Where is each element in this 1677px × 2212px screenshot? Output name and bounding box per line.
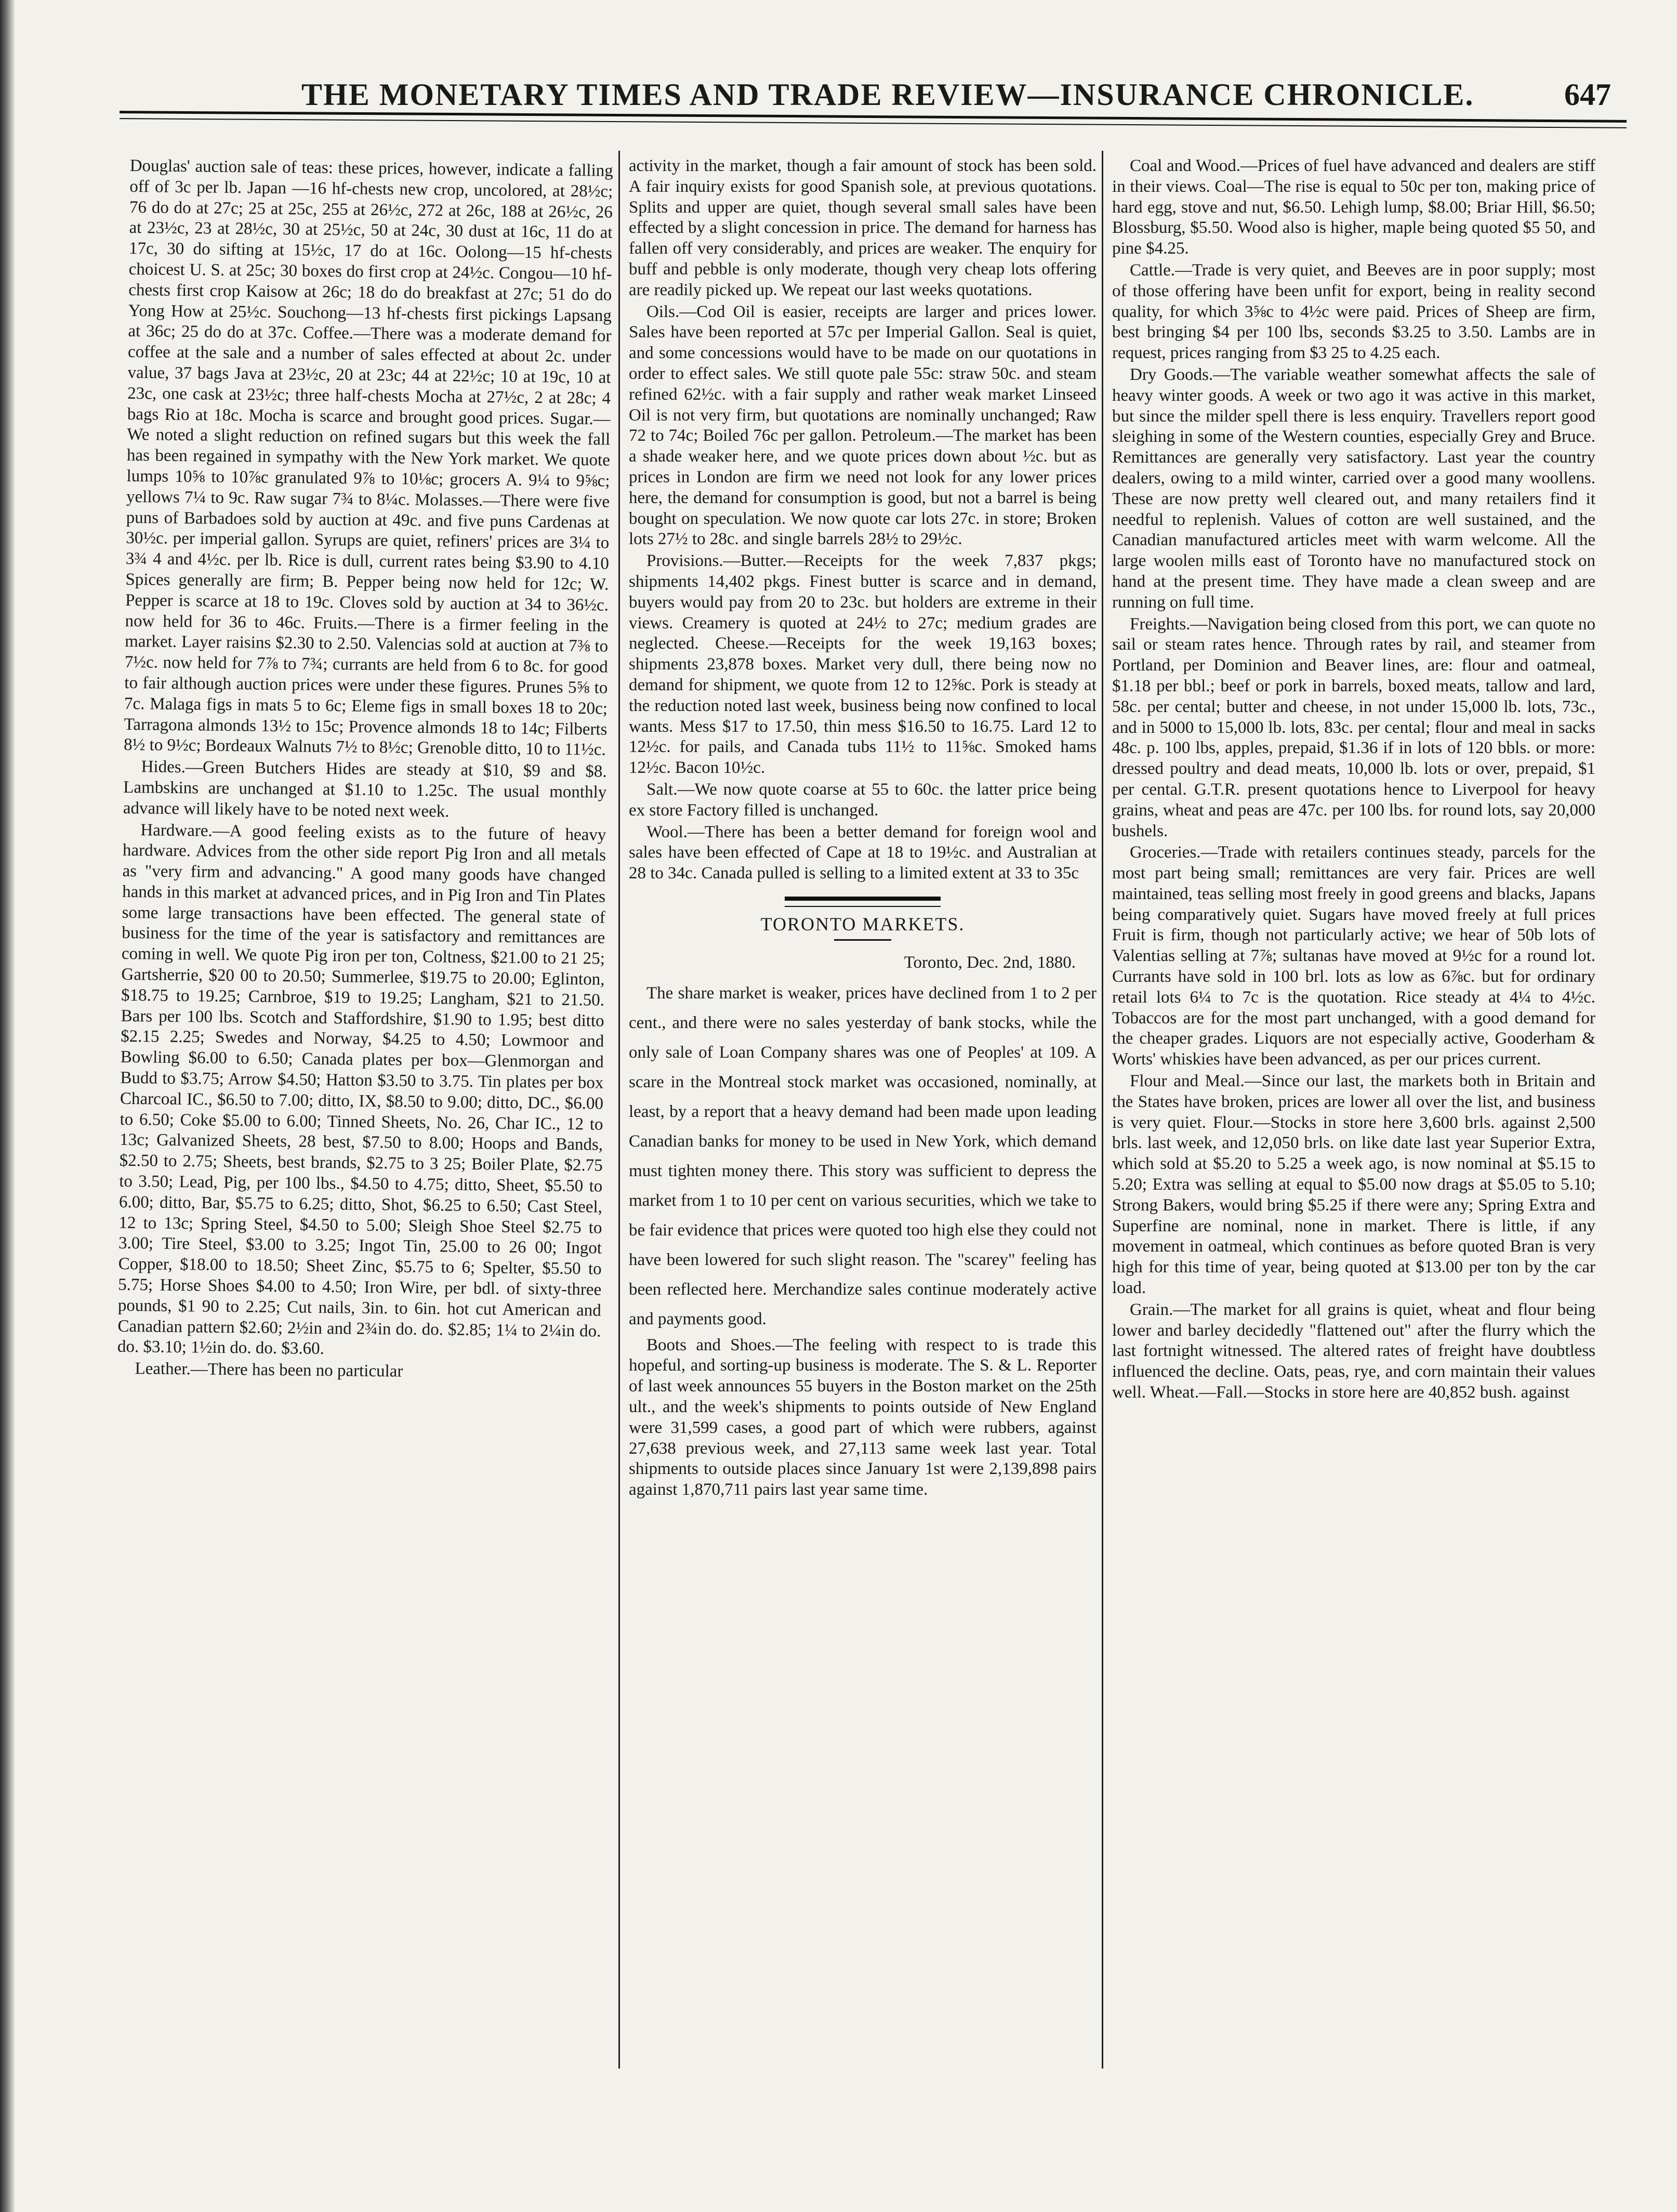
leather-paragraph: Leather.—There has been no particular xyxy=(135,1359,403,1381)
page-title: THE MONETARY TIMES AND TRADE REVIEW—INSURANCE CHRONICLE. xyxy=(301,77,1474,112)
groceries-paragraph: Groceries.—Trade with retailers continues steady, parcels for the most part being small; remittances are very fair. Prices are well maintained, teas selling most freely in good greens and blacks, Japans being comparatively quiet. Sugars have moved freely at full prices Fruit is firm, though not particularly active; we hear of 50b lots of Valentias selling at 7⅞; sultanas have moved at 9½c for a round lot. Currants have sold in 100 brl. lots as low as 6⅞c. but for ordinary retail lots 6¼ to 7c is the quotation. Rice steady at 4¼ to 4½c. Tobaccos are for the most part unchanged, with a good demand for the cheaper grades. Liquors are not especially active, Gooderham & Worts' whiskies have been advanced, as per our prices current. xyxy=(1112,843,1595,1069)
column-divider-2 xyxy=(1102,151,1103,2069)
section-heading: TORONTO MARKETS. xyxy=(760,913,965,934)
salt-paragraph: Salt.—We now quote coarse at 55 to 60c. the latter price being ex store Factory filled is unchanged. xyxy=(629,780,1097,820)
tea-coffee-sugar-paragraph: Douglas' auction sale of teas: these prices, however, indicate a falling off of 3c per lb. Japan —16 hf-chests new crop, uncolored, at 28½c; 76 do do at 27c; 25 at 25c, 255 at 26½c, 272 at 26c, 188 at 26½c, 26 at 23½c, 23 at 28½c, 30 at 25½c, 50 at 24c, 30 dust at 16c, 11 do at 17c, 30 do sifting at 15½c, 17 do at 16c. Oolong—15 hf-chests choicest U. S. at 25c; 30 boxes do first crop at 24½c. Congou—10 hf-chests first crop Kaisow at 26c; 18 do do breakfast at 27c; 51 do do Yong How at 25½c. Souchong—13 hf-chests first pickings Lapsang at 36c; 25 do do at 37c. Coffee.—There was a moderate demand for coffee at the sale and a number of sales effected at about 2c. under value, 37 bags Java at 23½c, 20 at 23c; 44 at 22½c; 10 at 19c, 10 at 23c, one cask at 23½c; three half-chests Mocha at 27½c, 2 at 28c; 4 bags Rio at 18c. Mocha is scarce and brought good prices. Sugar.—We noted a slight reduction on refined sugars but this week the fall has been regained in sympathy with the New York market. We quote lumps 10⅝ to 10⅞c granulated 9⅞ to 10⅛c; grocers A. 9¼ to 9⅝c; yellows 7¼ to 9c. Raw sugar 7¾ to 8¼c. Molasses.—There were five puns of Barbadoes sold by auction at 49c. and five puns Cardenas at 30½c. per imperial gallon. Syrups are quiet, refiners' prices are 3¼ to 3¾ 4 and 4½c. per lb. Rice is dull, current rates being $3.90 to 4.10 Spices generally are firm; B. Pepper being now held for 12c; W. Pepper is scarce at 18 to 19c. Cloves sold by auction at 34 to 36½c. now held for 36 to 46c. Fruits.—There is a firmer feeling in the market. Layer raisins $2.30 to 2.50. Valencias sold at auction at 7⅜ to 7½c. now held for 7⅞ to 7¾; currants are held from 6 to 8c. for good to fair although auction prices were under these figures. Prunes 5⅝ to 7c. Malaga figs in mats 5 to 6c; Eleme figs in small boxes 18 to 20c; Tarragona almonds 13½ to 15c; Provence almonds 18 to 14c; Filberts 8½ to 9½c; Bordeaux Walnuts 7½ to 8½c; Grenoble ditto, 10 to 11½c. xyxy=(123,156,613,759)
leather-continued-paragraph: activity in the market, though a fair amount of stock has been sold. A fair inquiry exists for good Spanish sole, at previous quotations. Splits and upper are quiet, though several small sales have been effected by a slight concession in price. The demand for harness has fallen off very considerably, and prices are weaker. The enquiry for buff and pebble is only moderate, though very cheap lots offering are readily picked up. We repeat our last weeks quotations. xyxy=(629,156,1097,299)
share-market-paragraph: The share market is weaker, prices have declined from 1 to 2 per cent., and there were no sales yesterday of bank stocks, while the only sale of Loan Company shares was one of Peoples' at 109. A scare in the Montreal stock market was occasioned, nominally, at least, by a report that a heavy demand had been made upon leading Canadian banks for money to be used in New York, which demand must tighten money there. This story was sufficient to depress the market from 1 to 10 per cent on various securities, which we take to be fair evidence that prices were quoted too high else they could not have been lowered for such slight reason. The "scarey" feeling has been reflected here. Merchandize sales continue moderately active and payments good. xyxy=(629,983,1097,1328)
cattle-paragraph: Cattle.—Trade is very quiet, and Beeves are in poor supply; most of those offering have been unfit for export, being in reality second quality, for which 3⅝c to 4½c were paid. Prices of Sheep are firm, best bringing $4 per 100 lbs, seconds $3.25 to 3.50. Lambs are in request, prices ranging from $3 25 to 4.25 each. xyxy=(1112,260,1595,363)
hides-paragraph: Hides.—Green Butchers Hides are steady at $10, $9 and $8. Lambskins are unchanged at $1.10 to 1.25c. The usual monthly advance will likely have to be noted next week. xyxy=(123,757,607,821)
boots-shoes-paragraph: Boots and Shoes.—The feeling with respect to is trade this hopeful, and sorting-up business is moderate. The S. & L. Reporter of last week announces 55 buyers in the Boston market on the 25th ult., and the week's shipments to points outside of New England were 31,599 cases, a good part of which were rubbers, against 27,638 previous week, and 27,113 same week last year. Total shipments to outside places since January 1st were 2,139,898 pairs against 1,870,711 pairs last year same time. xyxy=(629,1335,1097,1499)
column-divider-1 xyxy=(618,151,620,2069)
grain-paragraph: Grain.—The market for all grains is quiet, wheat and flour being lower and barley decidedly "flattened out" after the flurry which the last fortnight witnessed. The altered rates of freight have doubtless influenced the decline. Oats, peas, rye, and corn maintain their values well. Wheat.—Fall.—Stocks in store here are 40,852 bush. against xyxy=(1112,1300,1595,1402)
page-number: 647 xyxy=(1564,77,1611,112)
dry-goods-paragraph: Dry Goods.—The variable weather somewhat affects the sale of heavy winter goods. A week or two ago it was active in this market, but since the milder spell there is less enquiry. Travellers report good sleighing in some of the Western counties, especially Grey and Bruce. Remittances are generally very satisfactory. Last year the country dealers, owing to a mild winter, carried over a good many woollens. These are now pretty well cleared out, and many retailers find it needful to replenish. Values of cotton are well sustained, and the Canadian manufactured articles meet with warm welcome. All the large woolen mills east of Toronto have no manufactured stock on hand at the present time. They have made a clean sweep and are running on full time. xyxy=(1112,365,1595,612)
heading-rule xyxy=(834,939,891,941)
coal-wood-paragraph: Coal and Wood.—Prices of fuel have advanced and dealers are stiff in their views. Coal—The rise is equal to 50c per ton, making price of hard egg, stove and nut, $6.50. Lehigh lump, $8.00; Briar Hill, $6.50; Blossburg, $5.50. Wood also is higher, maple being quoted $5 50, and pine $4.25. xyxy=(1112,156,1595,258)
binding-edge xyxy=(0,0,15,2212)
dateline: Toronto, Dec. 2nd, 1880. xyxy=(904,953,1076,972)
toronto-markets-body xyxy=(629,948,1097,1334)
freights-paragraph: Freights.—Navigation being closed from this port, we can quote no sail or steam rates hence. Through rates by rail, and steamer from Portland, per Dominion and Beaver lines, are: flour and oatmeal, $1.18 per bbl.; beef or pork in barrels, boxed meats, tallow and lard, 58c. per cental; butter and cheese, in not under 15,000 lb. lots, 73c., and in 5000 to 15,000 lb. lots, 83c. per cental; flour and meal in sacks 48c. p. 100 lbs, apples, prepaid, $1.36 if in lots of 120 bbls. or more: dressed poultry and dead meats, 10,000 lb. lots or over, prepaid, $1 per cental. G.T.R. present quotations hence to Liverpool for heavy grains, wheat and peas are 47c. per 100 lbs. for round lots, say 20,000 bushels. xyxy=(1112,614,1595,840)
column-right xyxy=(1112,156,1595,2172)
section-divider xyxy=(785,897,941,907)
wool-paragraph: Wool.—There has been a better demand for foreign wool and sales have been effected of Cape at 18 to 19½c. and Australian at 28 to 34c. Canada pulled is selling to a limited extent at 33 to 35c xyxy=(629,822,1097,883)
column-middle xyxy=(629,156,1097,2172)
hardware-paragraph: Hardware.—A good feeling exists as to the future of heavy hardware. Advices from the other side report Pig Iron and all metals as "very firm and advancing." A good many goods have changed hands in this market at advanced prices, and in Pig Iron and Tin Plates some large transactions have been effected. The general state of business for the time of the year is satisfactory and remittances are coming in well. We quote Pig iron per ton, Coltness, $21.00 to 21 25; Gartsherrie, $20 00 to 20.50; Summerlee, $19.75 to 20.00; Eglinton, $18.75 to 19.25; Carnbroe, $19 to 19.25; Langham, $21 to 21.50. Bars per 100 lbs. Scotch and Staffordshire, $1.90 to 1.95; best ditto $2.15 2.25; Swedes and Norway, $4.25 to 4.50; Lowmoor and Bowling $6.00 to 6.50; Canada plates per box—Glenmorgan and Budd to $3.75; Arrow $4.50; Hatton $3.50 to 3.75. Tin plates per box Charcoal IC., $6.50 to 7.00; ditto, IX, $8.50 to 9.00; ditto, DC., $6.00 to 6.50; Coke $5.00 to 6.00; Tinned Sheets, No. 26, Char IC., 12 to 13c; Galvanized Sheets, 28 best, $7.50 to 8.00; Hoops and Bands, $2.50 to 2.75; Sheets, best brands, $2.75 to 3 25; Boiler Plate, $2.75 to 3.50; Lead, Pig, per 100 lbs., $4.50 to 4.75; ditto, Sheet, $5.50 to 6.00; ditto, Bar, $5.75 to 6.25; ditto, Shot, $6.25 to 6.50; Cast Steel, 12 to 13c; Spring Steel, $4.50 to 5.00; Sleigh Shoe Steel $2.75 to 3.00; Tire Steel, $3.00 to 3.25; Ingot Tin, 25.00 to 26 00; Ingot Copper, $18.00 to 18.50; Sheet Zinc, $5.75 to 6; Spelter, $5.50 to 5.75; Horse Shoes $4.00 to 4.50; Iron Wire, per bdl. of sixty-three pounds, $1 90 to 2.25; Cut nails, 3in. to 6in. hot cut American and Canadian pattern $2.60; 2½in and 2¾in do. do. $2.85; 1¼ to 2¼in do. do. $3.10; 1½in do. do. $3.60. xyxy=(117,820,606,1359)
flour-meal-paragraph: Flour and Meal.—Since our last, the markets both in Britain and the States have broken, prices are lower all over the list, and business is very quiet. Flour.—Stocks in store here 3,600 brls. against 2,500 brls. last week, and 12,050 brls. on like date last year Superior Extra, which sold at $5.20 to 5.25 a week ago, is now nominal at $5.15 to 5.20; Extra was selling at equal to $5.00 now drags at $5.05 to 5.10; Strong Bakers, would bring $5.25 if there were any; Spring Extra and Superfine are nominal, none in market. There is little, if any movement in oatmeal, which continues as before quoted Bran is very high for this time of year, being quoted at $13.00 per ton by the car load. xyxy=(1112,1072,1595,1298)
oils-paragraph: Oils.—Cod Oil is easier, receipts are larger and prices lower. Sales have been reported at 57c per Imperial Gallon. Seal is quiet, and some concessions would have to be made on our quotations in order to effect sales. We still quote pale 55c: straw 50c. and steam refined 62½c. with a fair supply and rather weak market Linseed Oil is not very firm, but quotations are nominally unchanged; Raw 72 to 74c; Boiled 76c per gallon. Petroleum.—The market has been a shade weaker here, and we quote prices down about ½c. but as prices in London are firm we need not look for any lower prices here, the demand for consumption is good, but not a barrel is being bought on speculation. We now quote car lots 27c. in store; Broken lots 27½ to 28c. and single barrels 28½ to 29½c. xyxy=(629,302,1097,549)
provisions-paragraph: Provisions.—Butter.—Receipts for the week 7,837 pkgs; shipments 14,402 pkgs. Finest butter is scarce and in demand, buyers would pay from 20 to 23c. but holders are extreme in their views. Creamery is quoted at 24½ to 27c; medium grades are neglected. Cheese.—Receipts for the week 19,163 boxes; shipments 23,878 boxes. Market very dull, there being now no demand for shipment, we quote from 12 to 12⅝c. Pork is steady at the reduction noted last week, business being now confined to local wants. Mess $17 to 17.50, thin mess $16.50 to 16.75. Lard 12 to 12½c. for pails, and Canada tubs 11½ to 11⅝c. Smoked hams 12½c. Bacon 10½c. xyxy=(629,551,1097,778)
column-left xyxy=(109,156,613,2178)
